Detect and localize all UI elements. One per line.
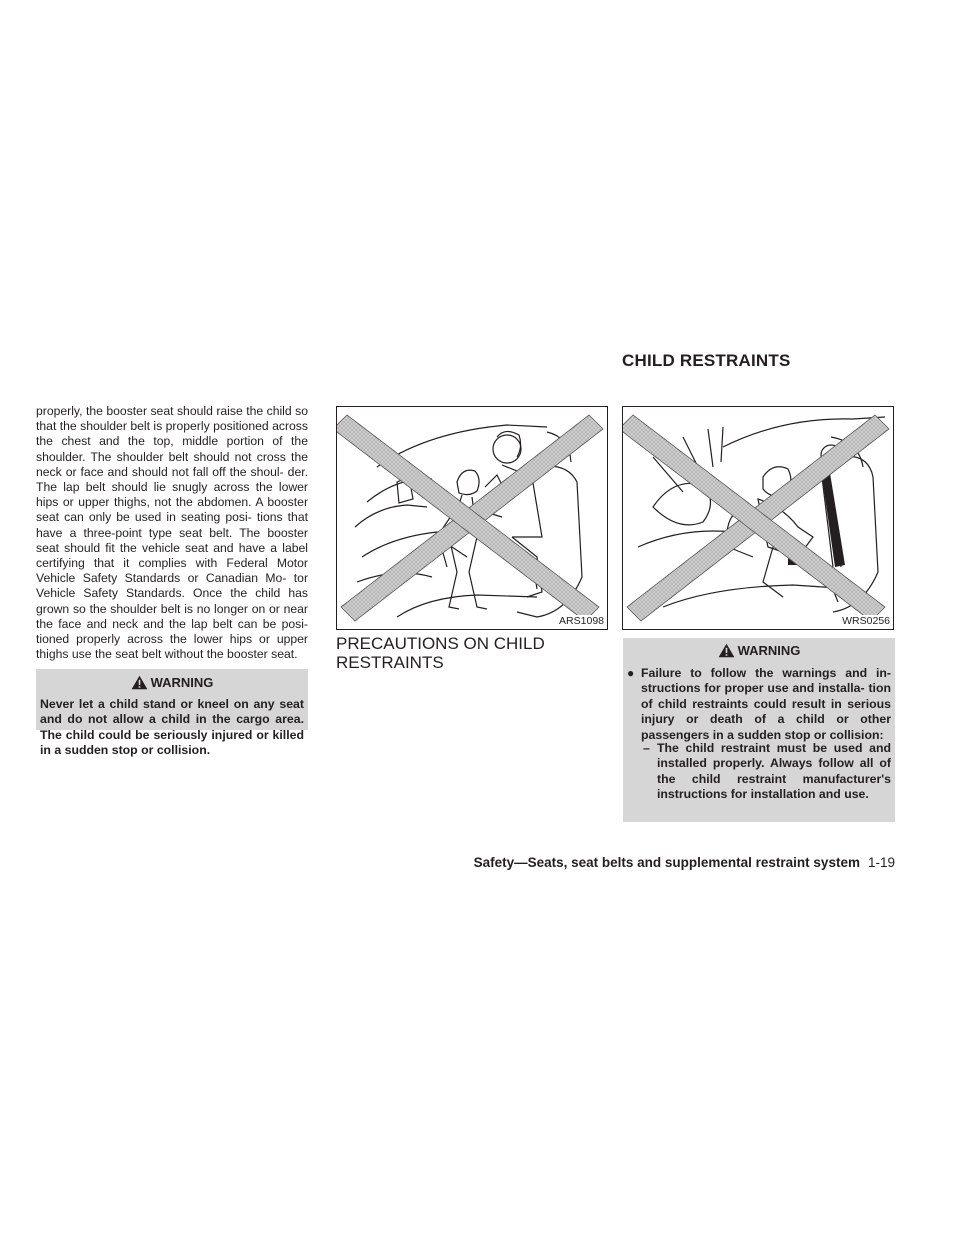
warning-box-left (36, 669, 308, 758)
figure-standing-child (336, 406, 608, 630)
warning-triangle-icon (131, 675, 148, 690)
warning-bullet-text: Failure to follow the warnings and in- structions for proper use and installa- tion of child restraints could result in serious injury or death of a child or other passengers in a sudden stop or collision: (641, 666, 891, 742)
figure-child-on-lap (622, 406, 894, 630)
subheading: PRECAUTIONS ON CHILD RESTRAINTS (336, 634, 545, 672)
warning-text: Never let a child stand or kneel on any seat and do not allow a child in the cargo area. The child could be seriously injured or killed in a sudden stop or collision. (40, 697, 304, 758)
warning-title-text: WARNING (150, 675, 214, 690)
warning-title-text: WARNING (737, 643, 801, 658)
warning-box-right (623, 638, 895, 822)
dash-icon: – (643, 741, 650, 755)
crossed-out-child-on-lap-illustration (623, 407, 893, 629)
bullet-icon: ● (627, 666, 635, 680)
crossed-out-standing-child-illustration (337, 407, 607, 629)
warning-title (36, 675, 308, 690)
figure-code: WRS0256 (842, 615, 890, 627)
page-footer (430, 855, 895, 870)
section-header: CHILD RESTRAINTS (622, 351, 791, 370)
page-number: 1-19 (867, 855, 895, 870)
footer-title: Safety—Seats, seat belts and supplemental restraint system (473, 855, 860, 870)
warning-title (623, 643, 895, 658)
warning-dash-text: The child restraint must be used and installed properly. Always follow all of the child restraint manufacturer's instructions for installation and use. (657, 741, 891, 802)
body-paragraph: properly, the booster seat should raise the child so that the shoulder belt is properly positioned across the chest and the top, middle portion of the shoulder. The shoulder belt should not cross the neck or face and should not fall off the shoul- der. The lap belt should lie snugly across the lower hips or upper thighs, not the abdomen. A booster seat can only be used in seating posi- tions that have a three-point type seat belt. The booster seat should fit the vehicle seat and have a label certifying that it complies with Federal Motor Vehicle Safety Standards or Canadian Mo- tor Vehicle Safety Standards. Once the child has grown so the shoulder belt is no longer on or near the face and neck and the lap belt can be posi- tioned properly across the lower hips or upper thighs use the seat belt without the booster seat. (36, 404, 308, 662)
warning-triangle-icon (718, 643, 735, 658)
figure-code: ARS1098 (559, 615, 604, 627)
